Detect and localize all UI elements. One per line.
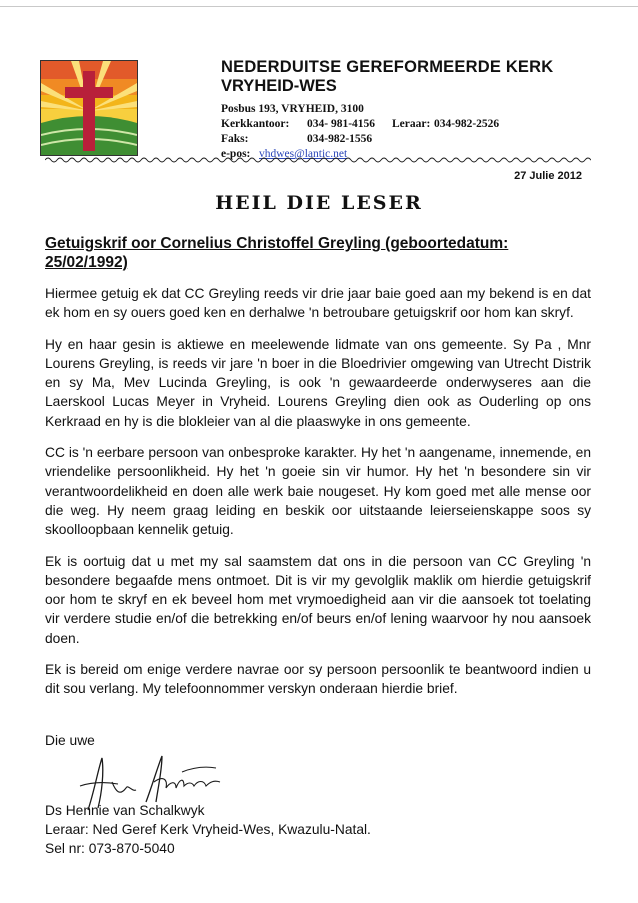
office-label: Kerkkantoor: [221, 118, 290, 130]
org-subname: VRYHEID-WES [221, 77, 337, 95]
wavy-divider [45, 155, 591, 165]
letterhead [221, 58, 621, 162]
letter-date: 27 Julie 2012 [514, 170, 582, 182]
subject-line: Getuigskrif oor Cornelius Christoffel Greyling (geboortedatum: 25/02/1992) [45, 235, 509, 271]
contact-block [221, 102, 621, 162]
signer-block [45, 801, 371, 858]
fax-label: Faks: [221, 133, 249, 145]
fax-line [221, 132, 621, 147]
paragraph-4: Ek is oortuig dat u met my sal saamstem dat ons in die persoon van CC Greyling 'n besondere begaafde mens ontmoet. Dit is vir my gevolglik maklik om hierdie getuigskrif oor hom te skryf en ek beveel hom met vrymoedigheid aan vir die aansoek tot toelating vir verdere studie en/of die betrekking en/of beurs en/of lening waarvoor hy nou aansoek doen. [45, 553, 591, 646]
minister-phone: 034-982-2526 [434, 118, 500, 130]
email-label: e-pos: [221, 148, 251, 160]
church-logo [40, 60, 138, 156]
signer-name: Ds Hennie van Schalkwyk [45, 803, 205, 818]
address-line [221, 102, 621, 117]
fax-number: 034-982-1556 [307, 133, 373, 145]
closing-line: Die uwe [45, 733, 95, 748]
org-name: NEDERDUITSE GEREFORMEERDE KERK [221, 58, 554, 76]
office-phone: 034- 981-4156 [307, 118, 376, 130]
paragraph-5: Ek is bereid om enige verdere navrae oor sy persoon persoonlik te beantwoord indien u dit sou verlang. My telefoonnommer verskyn onderaan hierdie brief. [45, 662, 591, 697]
signer-phone: Sel nr: 073-870-5040 [45, 841, 175, 856]
minister-label: Leraar: [392, 118, 431, 130]
church-logo-graphic [41, 61, 137, 155]
scan-edge-line [0, 6, 638, 7]
greeting-heading: HEIL DIE LESER [215, 192, 423, 214]
email-link[interactable]: vhdwes@lantic.net [259, 148, 348, 160]
address-text: Posbus 193, VRYHEID, 3100 [221, 103, 364, 115]
signer-title: Leraar: Ned Geref Kerk Vryheid-Wes, Kwazulu-Natal. [45, 822, 371, 837]
letter-body [45, 284, 591, 711]
paragraph-1: Hiermee getuig ek dat CC Greyling reeds vir drie jaar baie goed aan my bekend is en dat ek hom en sy ouers goed ken en derhalwe 'n betroubare getuigskrif oor hom kan skryf. [45, 286, 591, 321]
paragraph-3: CC is 'n eerbare persoon van onbesproke karakter. Hy het 'n aangename, innemende, en vriendelike persoonlikheid. Hy het 'n goeie sin vir humor. Hy het 'n besondere sin vir verantwoordelikheid en doen alle werk baie nougeset. Hy kom goed met alle mense oor die weg. Hy neem graag leiding en beskik oor uitstaande leierseienskappe soos sy skoolloopbaan kennelik getuig. [45, 445, 591, 538]
office-line [221, 117, 621, 132]
paragraph-2: Hy en haar gesin is aktiewe en meelewende lidmate van ons gemeente. Sy Pa , Mnr Lourens Greyling, is reeds vir jare 'n boer in die Bloedrivier omgewing van Utrecht Distrik en sy Ma, Mev Lucinda Greyling, is ook 'n gewaardeerde onderwyseres aan die Laerskool Lucas Meyer in Vryheid. Lourens Greyling dien ook as Ouderling op ons Kerkraad en hy is die blokleier van al die plaaswyke in ons gemeente. [45, 336, 591, 429]
